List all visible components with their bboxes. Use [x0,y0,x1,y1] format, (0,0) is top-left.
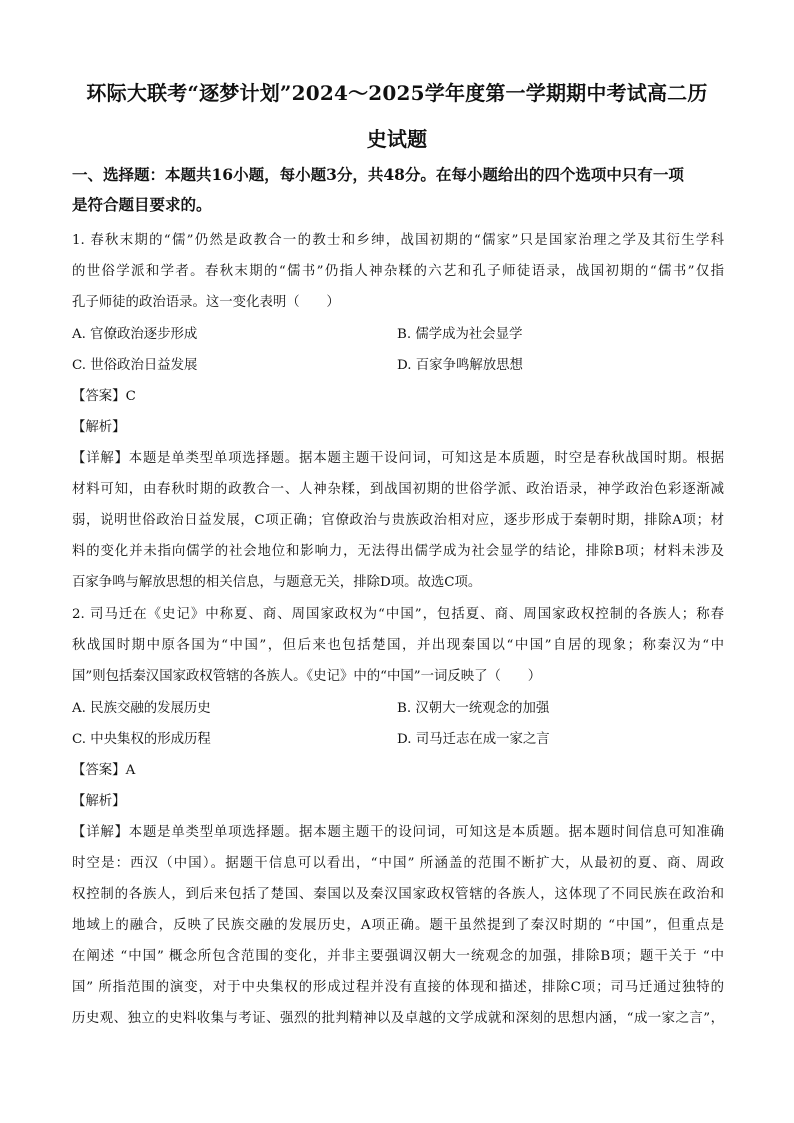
q2-stem-line-3: 国”则包括秦汉国家政权管辖的各族人。《史记》中的“中国”一词反映了（ ） [72,669,542,684]
q2-option-c: C. 中央集权的形成历程 [72,732,211,747]
q1-detail-line-2: 材料可知，由春秋时期的政教合一、人神杂糅，到战国初期的世俗学派、政治语录，神学政治色彩逐渐减 [72,482,724,497]
q2-answer-label: 【答案】 [72,763,126,778]
q1-stem-line-3: 孔子师徒的政治语录。这一变化表明（ ） [72,295,340,310]
q1-detail-line-3: 弱，说明世俗政治日益发展，C项正确；官僚政治与贵族政治相对应，逐步形成于秦朝时期，排除A项；材 [72,513,724,528]
q1-option-b: B. 儒学成为社会显学 [397,327,523,342]
q2-detail-line-1: 【详解】本题是单类型单项选择题。据本题主题干的设问词，可知这是本质题。据本题时间信息可知准确 [72,825,724,840]
q1-option-d: D. 百家争鸣解放思想 [397,358,523,373]
q1-detail-line-4: 料的变化并未指向儒学的社会地位和影响力，无法得出儒学成为社会显学的结论，排除B项；材料未涉及 [72,544,724,559]
page-title-line-1: 环际大联考“逐梦计划”2024～2025学年度第一学期期中考试高二历 [86,81,708,105]
q1-answer [72,388,136,406]
q1-answer-value: C [125,389,136,404]
q2-detail-line-3: 权控制的各族人，到后来包括了楚国、秦国以及秦汉国家政权管辖的各族人，这体现了不同民族在政治和 [72,887,724,902]
q2-detail-line-2: 时空是：西汉（中国）。据题干信息可以看出，“中国” 所涵盖的范围不断扩大，从最初的夏、商、周政 [72,856,724,871]
q1-analysis-label: 【解析】 [72,420,126,435]
q2-option-d: D. 司马迁志在成一家之言 [397,732,550,747]
q1-option-c: C. 世俗政治日益发展 [72,358,198,373]
q1-stem-line-1: 1. 春秋末期的“儒”仍然是政教合一的教士和乡绅，战国初期的“儒家”只是国家治理之学及其衍生学科 [72,233,724,248]
q2-option-a: A. 民族交融的发展历史 [72,701,211,716]
q2-detail-line-6: 国” 所指范围的演变，对于中央集权的形成过程并没有直接的体现和描述，排除C项；司马迁通过独特的 [72,980,724,995]
q2-stem-line-2: 秋战国时期中原各国为“中国”，但后来也包括楚国，并出现秦国以“中国”自居的现象；称秦汉为“中 [72,638,724,653]
q2-detail-line-7: 历史观、独立的史料收集与考证、强烈的批判精神以及卓越的文学成就和深刻的思想内涵，“成一家之言”， [72,1011,724,1026]
q1-answer-label: 【答案】 [72,389,126,404]
q1-detail-line-5: 百家争鸣与解放思想的相关信息，与题意无关，排除D项。故选C项。 [72,575,482,590]
page-title-line-2: 史试题 [366,127,428,151]
q2-stem-line-1: 2. 司马迁在《史记》中称夏、商、周国家政权为“中国”，包括夏、商、周国家政权控制的各族人；称春 [72,607,724,622]
q2-option-b: B. 汉朝大一统观念的加强 [397,701,550,716]
q2-detail-line-5: 在阐述 “中国” 概念所包含范围的变化，并非主要强调汉朝大一统观念的加强，排除B项；题干关于 “中 [72,949,724,964]
q1-option-a: A. 官僚政治逐步形成 [72,327,198,342]
q2-answer-value: A [125,763,136,778]
q2-analysis-label: 【解析】 [72,794,126,809]
q1-stem-line-2: 的世俗学派和学者。春秋末期的“儒书”仍指人神杂糅的六艺和孔子师徒语录，战国初期的“儒书”仅指 [72,264,724,279]
q1-detail-line-1: 【详解】本题是单类型单项选择题。据本题主题干设问词，可知这是本质题，时空是春秋战国时期。根据 [72,451,724,466]
section-heading-line-2: 是符合题目要求的。 [72,195,212,214]
q2-detail-line-4: 地域上的融合，反映了民族交融的发展历史，A项正确。题干虽然提到了秦汉时期的 “中国”，但重点是 [72,918,724,933]
q2-answer [72,762,135,780]
section-heading-line-1: 一、选择题：本题共16小题，每小题3分，共48分。在每小题给出的四个选项中只有一项 [72,165,684,184]
